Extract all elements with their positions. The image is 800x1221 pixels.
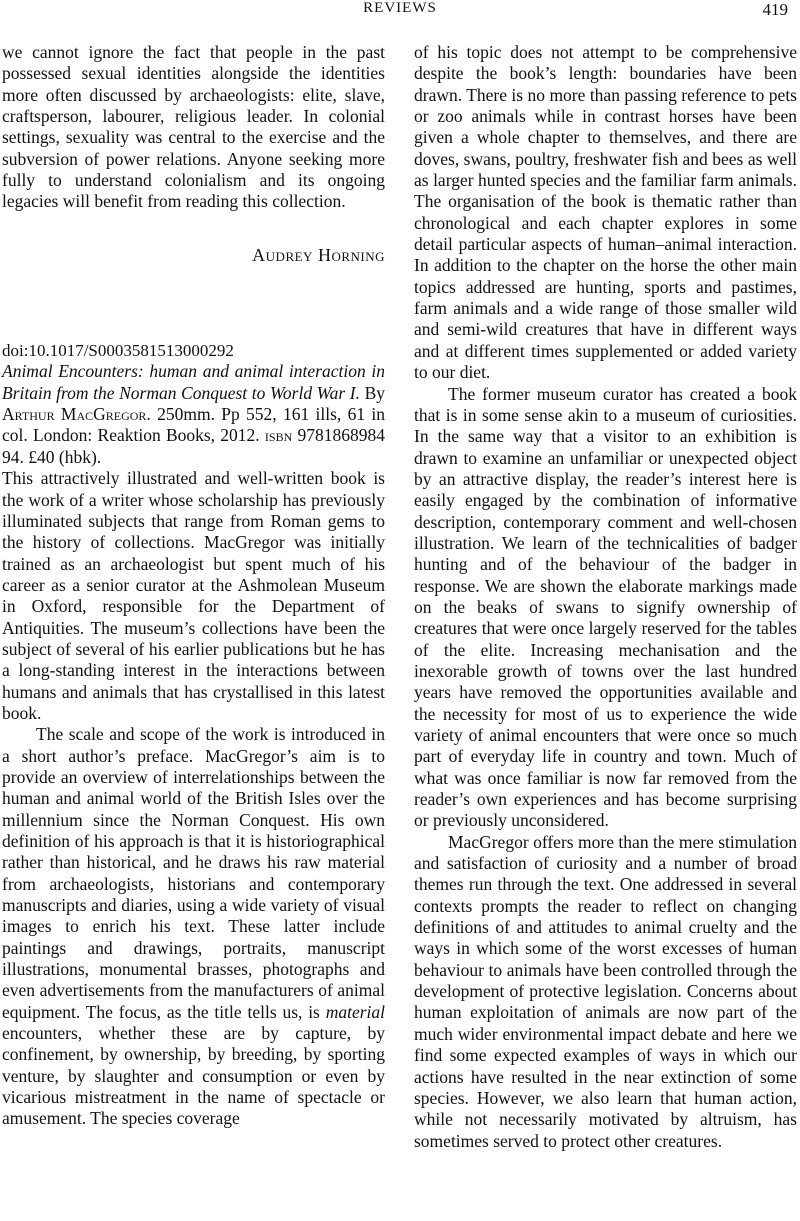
para2-text-a: The scale and scope of the work is introduced in a short author’s preface. MacGregor’s aim is to provide an overview of interrelationships between the human and animal world of the British Isles over the millennium since the Norman Conquest. His own definition of his approach is that it is historiographical rather than historical, and he draws his raw material from archaeologists, historians and contemporary manuscripts and diaries, using a wide variety of visual images to enrich his text. These latter include paintings and drawings, portraits, manuscript illustrations, monumental brasses, photographs and even advertisements from the manufacturers of animal equipment. The focus, as the title tells us, is [2, 724, 385, 1022]
para2-italic-word: material [325, 1001, 385, 1022]
book-author: Arthur MacGregor. [2, 404, 151, 425]
isbn-value: 9781868984 94. £40 (hbk). [2, 425, 386, 467]
right-column [414, 42, 797, 1152]
citation-by: By [364, 382, 385, 403]
book-citation [2, 361, 385, 468]
page-number: 419 [762, 0, 788, 19]
book-title: Animal Encounters: human and animal interaction in Britain from the Norman Conquest to World War I. [2, 361, 385, 403]
review-paragraph-2-continued: of his topic does not attempt to be comprehensive despite the book’s length: boundaries have been drawn. There is no more than passing reference to pets or zoo animals while in contrast horses have been given a whole chapter to themselves, and there are doves, swans, poultry, freshwater fish and bees as well as larger hunted species and the familiar farm animals. The organisation of the book is thematic rather than chronological and each chapter explores in some detail particular aspects of human–animal interaction. In addition to the chapter on the horse the other main topics addressed are hunting, sports and pastimes, farm animals and a wide range of those smaller wild and semi-wild creatures that have in different ways and at different times supplemented or added variety to our diet. [414, 42, 797, 383]
review-paragraph-3: The former museum curator has created a book that is in some sense akin to a museum of curiosities. In the same way that a visitor to an exhibition is drawn to examine an unfamiliar or unexpected object by an attractive display, the reader’s interest here is easily engaged by the combination of informative description, contemporary comment and well-chosen illustration. We learn of the technicalities of badger hunting and of the behaviour of the badger in response. We are shown the elaborate markings made on the beaks of swans to signify ownership of creatures that were once largely reserved for the tables of the elite. Increasing mechanisation and the inexorable growth of towns over the last hundred years have removed the opportunities available and the necessity for most of us to experience the wide variety of animal encounters that were once so much part of everyday life in country and town. Much of what was once familiar is now far removed from the reader’s own experiences and has become surprising or previously unconsidered. [414, 383, 797, 831]
review-paragraph-2 [2, 724, 385, 1130]
para2-text-b: encounters, whether these are by capture, by confinement, by ownership, by breeding, by sporting venture, by slaughter and consumption or even by vicarious mistreatment in the name of spectacle or amusement. The species coverage [2, 1023, 385, 1129]
reviewer-signature: Audrey Horning [252, 244, 385, 265]
doi-reference[interactable]: doi:10.1017/S0003581513000292 [2, 341, 234, 361]
isbn-label: isbn [264, 425, 293, 446]
left-column [2, 42, 385, 1130]
running-title: REVIEWS [363, 0, 437, 16]
running-head [0, 0, 800, 24]
review-paragraph-4: MacGregor offers more than the mere stimulation and satisfaction of curiosity and a number of broad themes run through the text. One addressed in several contexts prompts the reader to reflect on changing definitions of and attitudes to animal cruelty and the ways in which some of the worst excesses of human behaviour to animals have been controlled through the development of protective legislation. Concerns about human exploitation of animals are now part of the much wider environmental impact debate and here we find some expected examples of ways in which our actions have resulted in the near extinction of some species. However, we also learn that human action, while not necessarily motivated by altruism, has sometimes served to protect other creatures. [414, 831, 797, 1151]
book-details: 250mm. Pp 552, 161 ills, 61 in col. London: Reaktion Books, 2012. [2, 404, 386, 446]
previous-review-ending: we cannot ignore the fact that people in the past possessed sexual identities alongside the identities more often discussed by archaeologists: elite, slave, craftsperson, labourer, religious leader. In colonial settings, sexuality was central to the exercise and the subversion of power relations. Anyone seeking more fully to understand colonialism and its ongoing legacies will benefit from reading this collection. [2, 42, 385, 212]
review-paragraph-1: This attractively illustrated and well-written book is the work of a writer whose scholarship has previously illuminated subjects that range from Roman gems to the history of collections. MacGregor was initially trained as an archaeologist but spent much of his career as a senior curator at the Ashmolean Museum in Oxford, responsible for the Department of Antiquities. The museum’s collections have been the subject of several of his earlier publications but he has a long-standing interest in the interactions between humans and animals that has crystallised in this latest book. [2, 468, 385, 723]
